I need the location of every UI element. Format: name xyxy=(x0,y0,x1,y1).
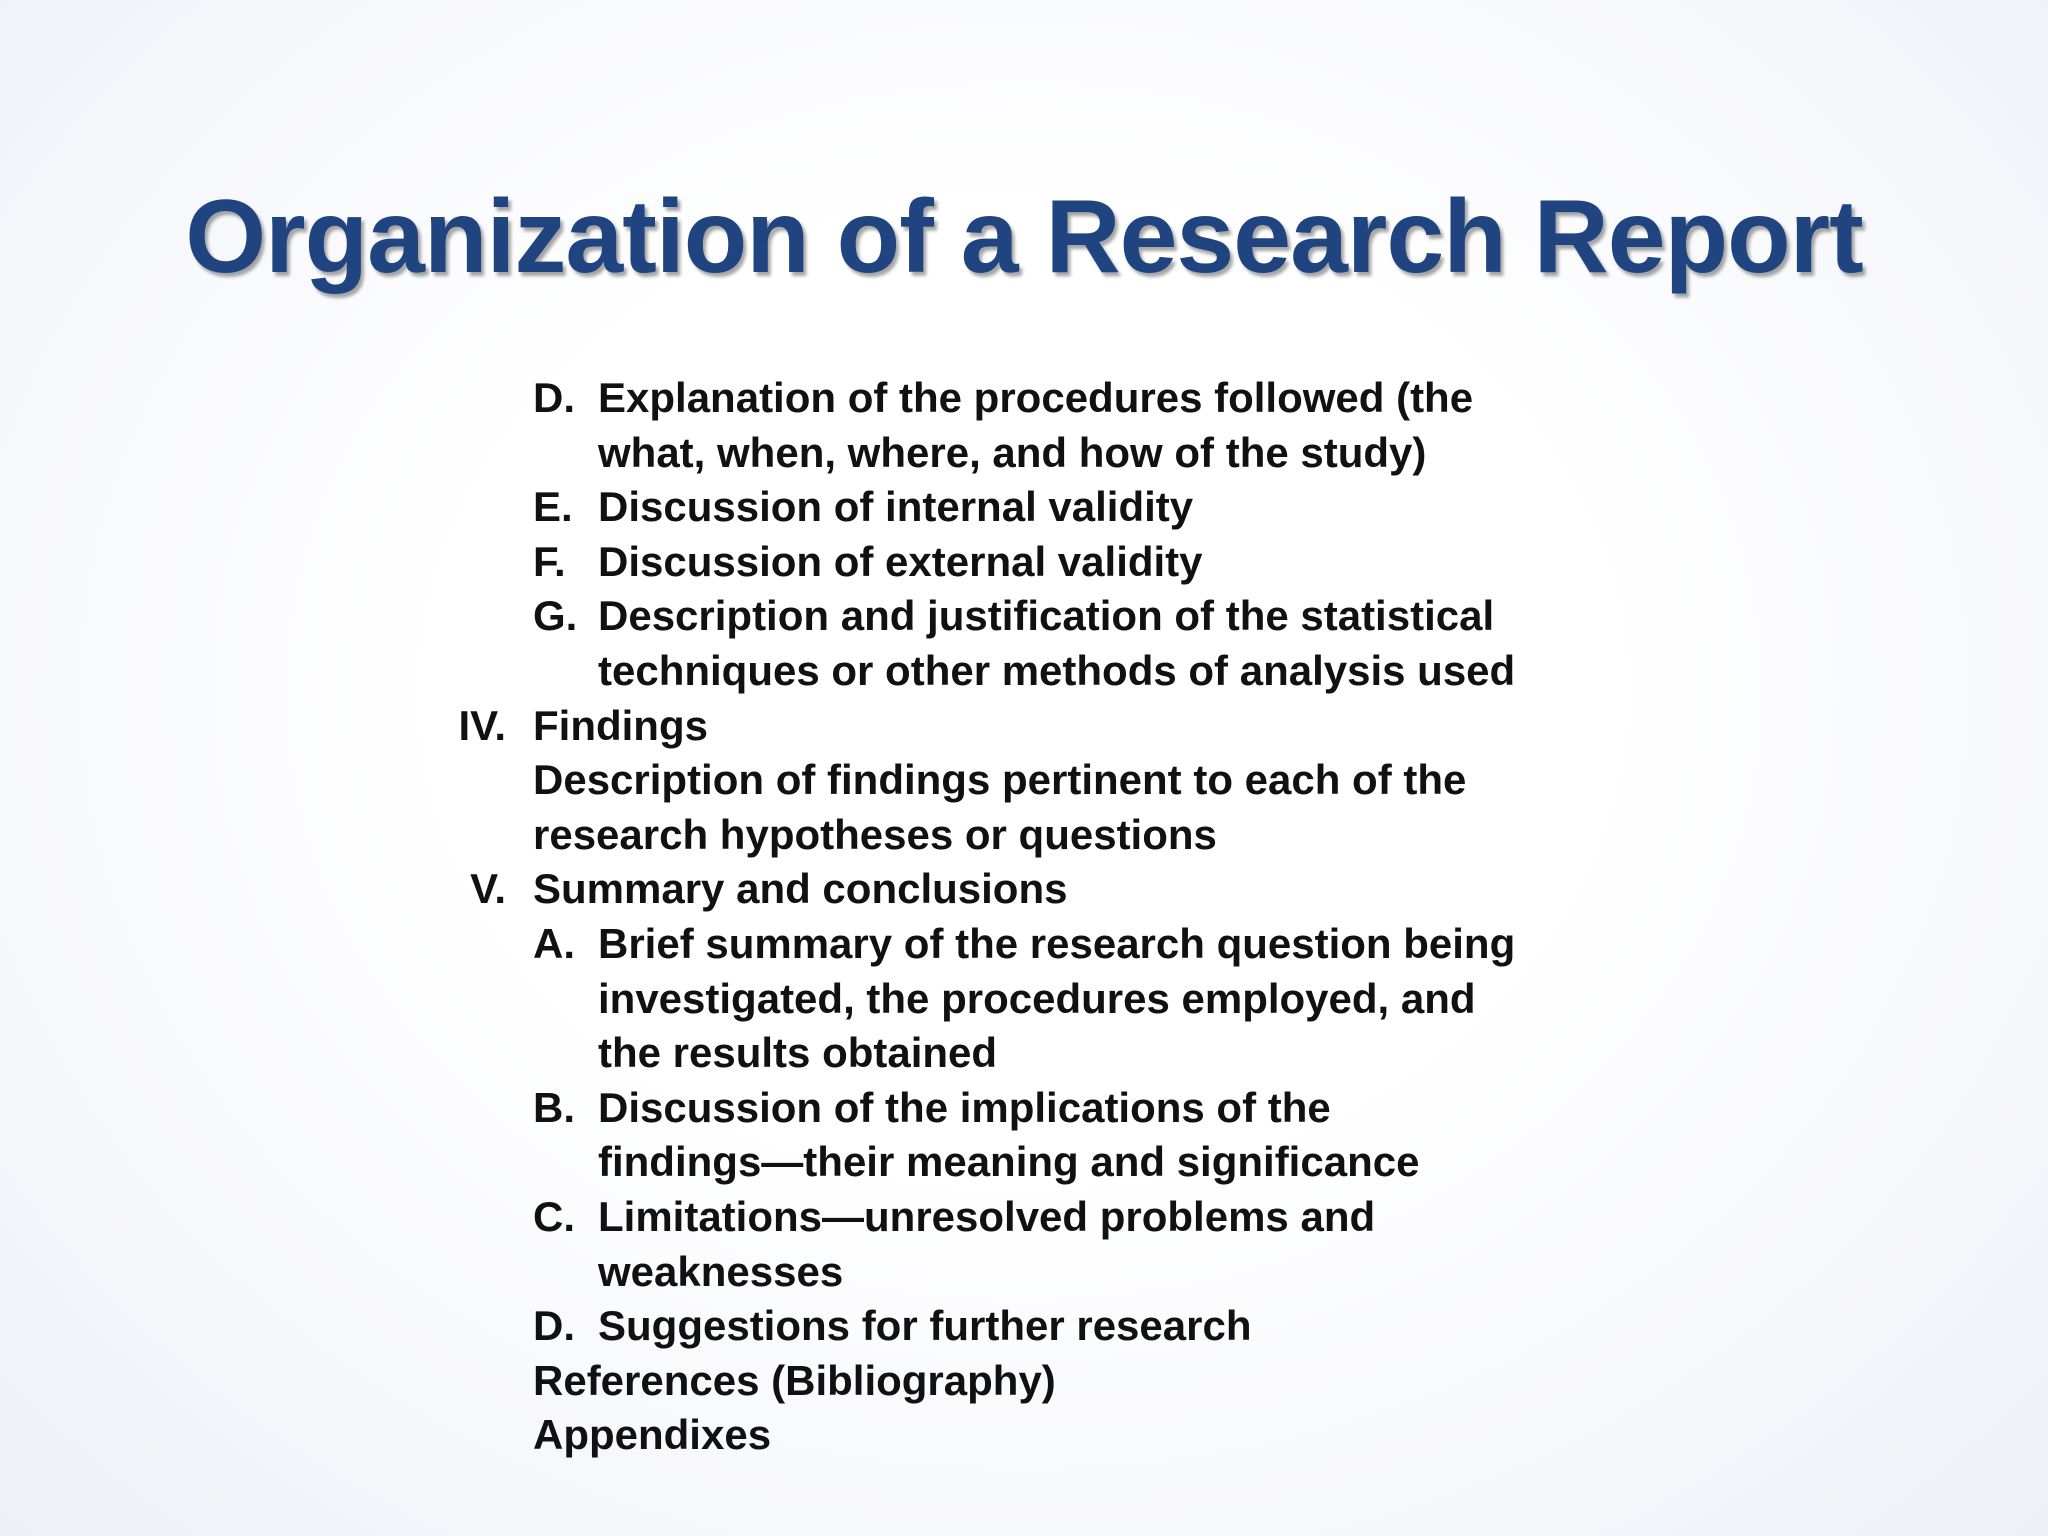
outline-line xyxy=(0,699,2048,754)
item-text: investigated, the procedures employed, and xyxy=(598,974,1476,1022)
item-text: techniques or other methods of analysis used xyxy=(598,646,1516,694)
outline-line xyxy=(0,1299,2048,1354)
item-marker: C. xyxy=(533,1192,575,1240)
section-marker: IV. xyxy=(458,701,506,749)
outline-line xyxy=(0,480,2048,535)
outline-line xyxy=(0,1408,2048,1463)
outline-line xyxy=(0,535,2048,590)
outline-line xyxy=(0,371,2048,426)
item-marker: F. xyxy=(533,537,566,585)
section-text: Appendixes xyxy=(533,1411,772,1459)
outline-line xyxy=(0,426,2048,481)
report-outline xyxy=(0,371,2048,1463)
item-text: Limitations—unresolved problems and xyxy=(598,1192,1376,1240)
section-text: References (Bibliography) xyxy=(533,1356,1056,1404)
outline-line xyxy=(0,1245,2048,1300)
item-marker: B. xyxy=(533,1083,575,1131)
item-text: Discussion of external validity xyxy=(598,537,1203,585)
item-text: findings—their meaning and significance xyxy=(598,1138,1420,1186)
outline-line xyxy=(0,1135,2048,1190)
item-text: weaknesses xyxy=(598,1247,844,1295)
outline-line xyxy=(0,808,2048,863)
section-text: Findings xyxy=(533,701,708,749)
item-marker: G. xyxy=(533,592,578,640)
item-marker: D. xyxy=(533,1302,575,1350)
item-text: Discussion of internal validity xyxy=(598,483,1194,531)
section-text: Description of findings pertinent to each of the xyxy=(533,756,1467,804)
outline-line xyxy=(0,1354,2048,1409)
item-text: Brief summary of the research question being xyxy=(598,919,1516,967)
outline-line xyxy=(0,1081,2048,1136)
outline-line xyxy=(0,589,2048,644)
section-text: Summary and conclusions xyxy=(533,865,1068,913)
item-text: what, when, where, and how of the study) xyxy=(598,428,1427,476)
item-text: the results obtained xyxy=(598,1029,998,1077)
section-marker: V. xyxy=(470,865,506,913)
item-text: Suggestions for further research xyxy=(598,1302,1252,1350)
item-marker: A. xyxy=(533,919,575,967)
item-marker: E. xyxy=(533,483,573,531)
outline-line xyxy=(0,644,2048,699)
outline-line xyxy=(0,1190,2048,1245)
item-marker: D. xyxy=(533,374,575,421)
outline-line xyxy=(0,753,2048,808)
item-text: Description and justification of the statistical xyxy=(598,592,1495,640)
slide-title: Organization of a Research Report xyxy=(185,178,1863,295)
outline-line xyxy=(0,862,2048,917)
outline-line xyxy=(0,917,2048,972)
section-text: research hypotheses or questions xyxy=(533,810,1217,858)
item-text: Discussion of the implications of the xyxy=(598,1083,1331,1131)
outline-line xyxy=(0,1026,2048,1081)
item-text: Explanation of the procedures followed (the xyxy=(598,374,1474,421)
outline-line xyxy=(0,972,2048,1027)
